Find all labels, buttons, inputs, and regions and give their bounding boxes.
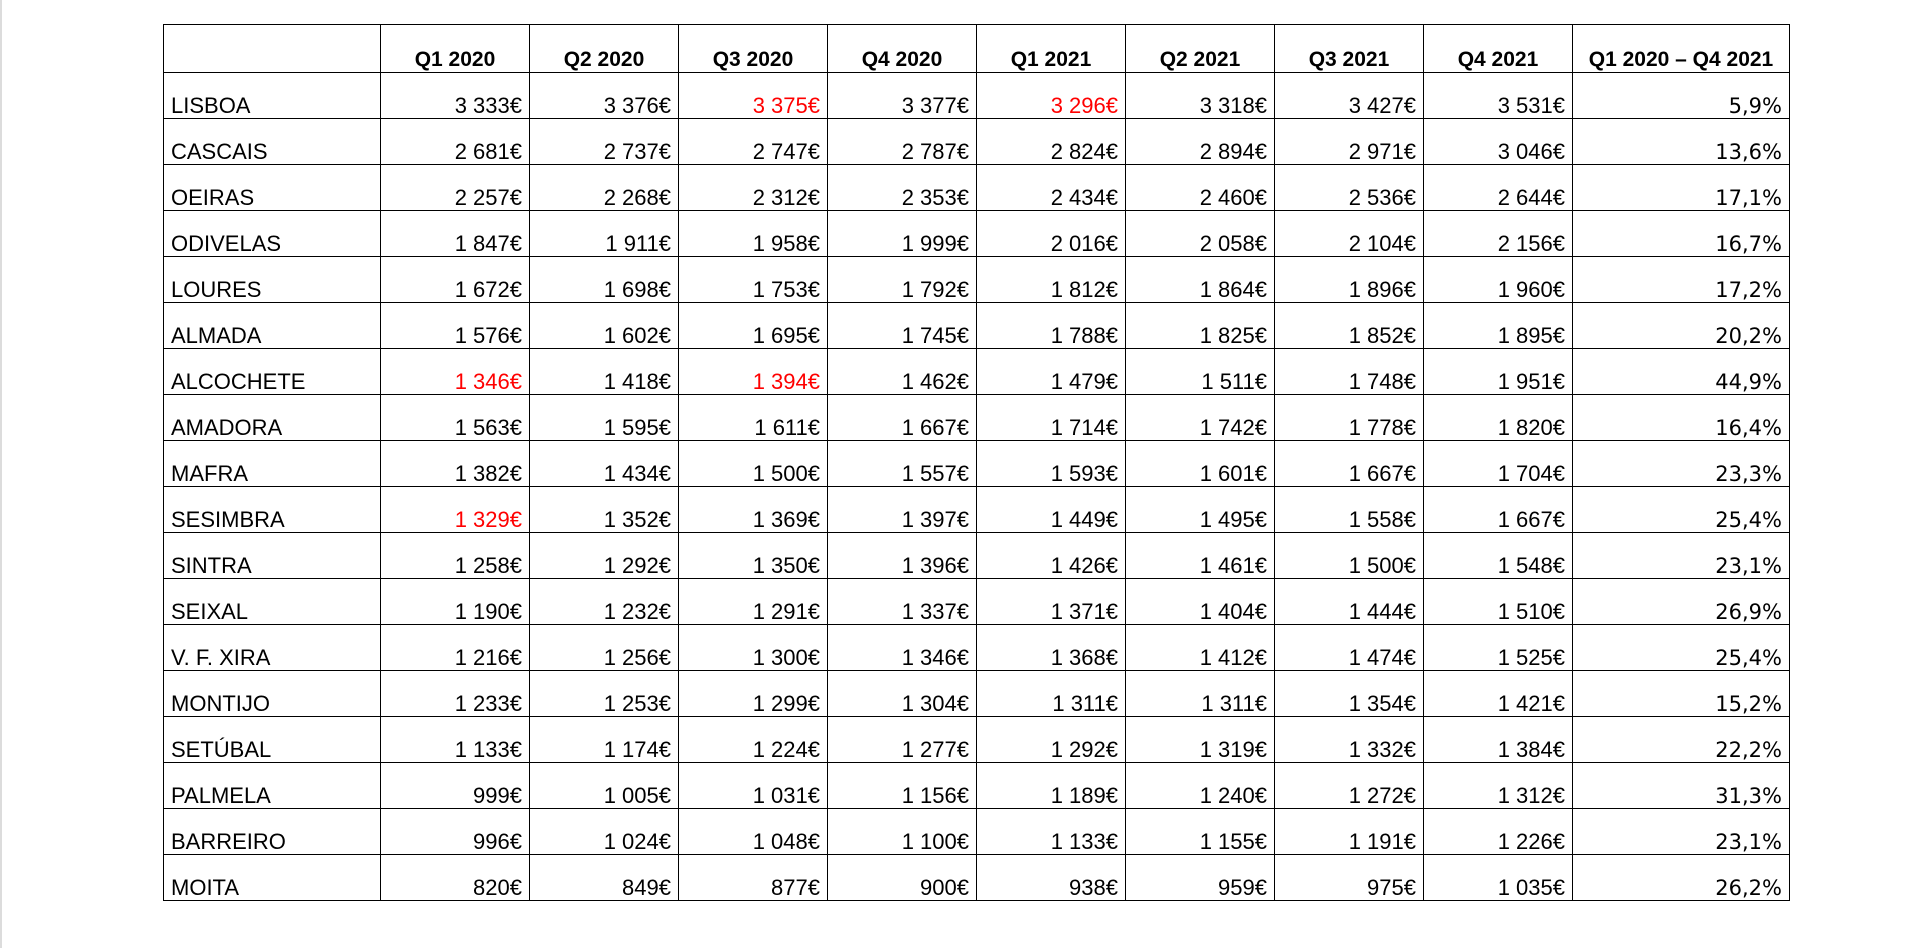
price-cell: 900€ — [828, 855, 977, 901]
price-cell: 2 353€ — [828, 165, 977, 211]
price-cell: 2 156€ — [1424, 211, 1573, 257]
price-cell: 975€ — [1275, 855, 1424, 901]
change-cell: 20,2% — [1573, 303, 1790, 349]
price-cell: 1 601€ — [1126, 441, 1275, 487]
table-row — [164, 763, 1790, 809]
price-cell: 3 296€ — [977, 73, 1126, 119]
price-cell: 1 226€ — [1424, 809, 1573, 855]
header-cell: Q3 2021 — [1275, 25, 1424, 73]
price-cell: 1 595€ — [530, 395, 679, 441]
municipality-name: LOURES — [164, 257, 381, 303]
price-cell: 1 847€ — [381, 211, 530, 257]
price-cell: 1 299€ — [679, 671, 828, 717]
price-cell: 3 531€ — [1424, 73, 1573, 119]
price-cell: 1 667€ — [828, 395, 977, 441]
header-cell: Q4 2021 — [1424, 25, 1573, 73]
price-cell: 1 611€ — [679, 395, 828, 441]
change-cell: 13,6% — [1573, 119, 1790, 165]
price-cell: 1 825€ — [1126, 303, 1275, 349]
price-cell: 1 462€ — [828, 349, 977, 395]
municipality-name: ALCOCHETE — [164, 349, 381, 395]
table-row — [164, 211, 1790, 257]
price-cell: 1 958€ — [679, 211, 828, 257]
price-cell: 1 156€ — [828, 763, 977, 809]
price-cell: 1 748€ — [1275, 349, 1424, 395]
price-cell: 1 350€ — [679, 533, 828, 579]
price-cell: 3 046€ — [1424, 119, 1573, 165]
price-cell: 1 667€ — [1275, 441, 1424, 487]
change-cell: 22,2% — [1573, 717, 1790, 763]
table-row — [164, 119, 1790, 165]
price-cell: 1 820€ — [1424, 395, 1573, 441]
price-cell: 1 233€ — [381, 671, 530, 717]
price-cell: 1 714€ — [977, 395, 1126, 441]
price-cell: 1 024€ — [530, 809, 679, 855]
price-cell: 2 536€ — [1275, 165, 1424, 211]
price-cell: 1 133€ — [381, 717, 530, 763]
price-cell: 2 737€ — [530, 119, 679, 165]
price-cell: 1 812€ — [977, 257, 1126, 303]
price-cell: 1 397€ — [828, 487, 977, 533]
price-cell: 1 190€ — [381, 579, 530, 625]
price-cell: 959€ — [1126, 855, 1275, 901]
price-cell: 1 174€ — [530, 717, 679, 763]
change-cell: 15,2% — [1573, 671, 1790, 717]
price-cell: 1 852€ — [1275, 303, 1424, 349]
price-cell: 3 333€ — [381, 73, 530, 119]
price-cell: 1 346€ — [828, 625, 977, 671]
change-cell: 26,9% — [1573, 579, 1790, 625]
price-cell: 3 318€ — [1126, 73, 1275, 119]
price-cell: 1 421€ — [1424, 671, 1573, 717]
price-cell: 1 292€ — [977, 717, 1126, 763]
price-cell: 2 681€ — [381, 119, 530, 165]
price-cell: 1 312€ — [1424, 763, 1573, 809]
price-cell: 1 576€ — [381, 303, 530, 349]
price-cell: 2 971€ — [1275, 119, 1424, 165]
price-cell: 1 404€ — [1126, 579, 1275, 625]
price-cell: 1 558€ — [1275, 487, 1424, 533]
price-cell: 1 593€ — [977, 441, 1126, 487]
price-cell: 1 788€ — [977, 303, 1126, 349]
table-row — [164, 441, 1790, 487]
price-cell: 1 352€ — [530, 487, 679, 533]
price-cell: 1 742€ — [1126, 395, 1275, 441]
change-cell: 5,9% — [1573, 73, 1790, 119]
price-cell: 2 257€ — [381, 165, 530, 211]
price-cell: 1 133€ — [977, 809, 1126, 855]
table-row — [164, 855, 1790, 901]
price-cell: 1 444€ — [1275, 579, 1424, 625]
price-table — [163, 24, 1790, 901]
municipality-name: SINTRA — [164, 533, 381, 579]
price-cell: 3 376€ — [530, 73, 679, 119]
price-cell: 2 644€ — [1424, 165, 1573, 211]
price-cell: 1 354€ — [1275, 671, 1424, 717]
header-cell: Q2 2020 — [530, 25, 679, 73]
municipality-name: AMADORA — [164, 395, 381, 441]
change-cell: 25,4% — [1573, 625, 1790, 671]
change-cell: 17,1% — [1573, 165, 1790, 211]
change-cell: 26,2% — [1573, 855, 1790, 901]
price-cell: 1 695€ — [679, 303, 828, 349]
price-cell: 1 557€ — [828, 441, 977, 487]
price-cell: 938€ — [977, 855, 1126, 901]
price-cell: 1 951€ — [1424, 349, 1573, 395]
price-cell: 1 291€ — [679, 579, 828, 625]
price-cell: 1 232€ — [530, 579, 679, 625]
table-row — [164, 165, 1790, 211]
price-cell: 1 394€ — [679, 349, 828, 395]
price-cell: 1 256€ — [530, 625, 679, 671]
price-cell: 999€ — [381, 763, 530, 809]
price-cell: 1 346€ — [381, 349, 530, 395]
price-cell: 1 896€ — [1275, 257, 1424, 303]
price-cell: 1 495€ — [1126, 487, 1275, 533]
price-cell: 3 427€ — [1275, 73, 1424, 119]
municipality-name: MOITA — [164, 855, 381, 901]
price-cell: 1 382€ — [381, 441, 530, 487]
price-cell: 1 005€ — [530, 763, 679, 809]
change-cell: 16,4% — [1573, 395, 1790, 441]
header-cell: Q4 2020 — [828, 25, 977, 73]
page-edge — [0, 0, 2, 948]
price-cell: 2 787€ — [828, 119, 977, 165]
price-cell: 2 058€ — [1126, 211, 1275, 257]
header-cell-corner — [164, 25, 381, 73]
price-cell: 1 461€ — [1126, 533, 1275, 579]
municipality-name: PALMELA — [164, 763, 381, 809]
table-row — [164, 717, 1790, 763]
price-cell: 1 272€ — [1275, 763, 1424, 809]
change-cell: 17,2% — [1573, 257, 1790, 303]
price-cell: 1 311€ — [1126, 671, 1275, 717]
price-cell: 1 304€ — [828, 671, 977, 717]
table-row — [164, 257, 1790, 303]
table-body — [164, 73, 1790, 901]
price-cell: 1 319€ — [1126, 717, 1275, 763]
price-cell: 1 911€ — [530, 211, 679, 257]
price-cell: 1 999€ — [828, 211, 977, 257]
price-cell: 1 778€ — [1275, 395, 1424, 441]
price-cell: 849€ — [530, 855, 679, 901]
municipality-name: BARREIRO — [164, 809, 381, 855]
change-cell: 23,3% — [1573, 441, 1790, 487]
price-cell: 2 894€ — [1126, 119, 1275, 165]
price-cell: 1 292€ — [530, 533, 679, 579]
price-cell: 1 563€ — [381, 395, 530, 441]
municipality-name: LISBOA — [164, 73, 381, 119]
price-cell: 1 384€ — [1424, 717, 1573, 763]
change-cell: 25,4% — [1573, 487, 1790, 533]
price-cell: 996€ — [381, 809, 530, 855]
price-cell: 1 418€ — [530, 349, 679, 395]
price-cell: 1 253€ — [530, 671, 679, 717]
price-cell: 1 031€ — [679, 763, 828, 809]
price-cell: 1 035€ — [1424, 855, 1573, 901]
table-row — [164, 487, 1790, 533]
header-cell: Q1 2020 — [381, 25, 530, 73]
price-cell: 1 434€ — [530, 441, 679, 487]
price-cell: 1 371€ — [977, 579, 1126, 625]
price-cell: 1 548€ — [1424, 533, 1573, 579]
price-cell: 1 960€ — [1424, 257, 1573, 303]
price-cell: 1 500€ — [1275, 533, 1424, 579]
price-cell: 1 510€ — [1424, 579, 1573, 625]
price-cell: 1 329€ — [381, 487, 530, 533]
municipality-name: V. F. XIRA — [164, 625, 381, 671]
price-cell: 1 277€ — [828, 717, 977, 763]
table-row — [164, 303, 1790, 349]
price-cell: 1 396€ — [828, 533, 977, 579]
price-cell: 1 191€ — [1275, 809, 1424, 855]
municipality-name: SETÚBAL — [164, 717, 381, 763]
price-cell: 1 753€ — [679, 257, 828, 303]
price-cell: 2 312€ — [679, 165, 828, 211]
price-cell: 2 016€ — [977, 211, 1126, 257]
price-cell: 1 792€ — [828, 257, 977, 303]
price-cell: 1 155€ — [1126, 809, 1275, 855]
price-cell: 1 511€ — [1126, 349, 1275, 395]
municipality-name: MAFRA — [164, 441, 381, 487]
price-cell: 2 268€ — [530, 165, 679, 211]
municipality-name: ALMADA — [164, 303, 381, 349]
price-cell: 2 104€ — [1275, 211, 1424, 257]
price-cell: 1 895€ — [1424, 303, 1573, 349]
header-row — [164, 25, 1790, 73]
municipality-name: CASCAIS — [164, 119, 381, 165]
price-cell: 1 369€ — [679, 487, 828, 533]
price-cell: 2 460€ — [1126, 165, 1275, 211]
table-row — [164, 349, 1790, 395]
change-cell: 16,7% — [1573, 211, 1790, 257]
price-cell: 1 864€ — [1126, 257, 1275, 303]
header-cell: Q1 2020 – Q4 2021 — [1573, 25, 1790, 73]
price-cell: 1 525€ — [1424, 625, 1573, 671]
municipality-name: ODIVELAS — [164, 211, 381, 257]
price-cell: 1 100€ — [828, 809, 977, 855]
table-header — [164, 25, 1790, 73]
municipality-name: SEIXAL — [164, 579, 381, 625]
price-cell: 2 747€ — [679, 119, 828, 165]
price-cell: 1 337€ — [828, 579, 977, 625]
price-cell: 1 672€ — [381, 257, 530, 303]
table-row — [164, 809, 1790, 855]
price-cell: 877€ — [679, 855, 828, 901]
price-cell: 1 449€ — [977, 487, 1126, 533]
price-cell: 1 426€ — [977, 533, 1126, 579]
price-cell: 1 479€ — [977, 349, 1126, 395]
header-cell: Q1 2021 — [977, 25, 1126, 73]
price-cell: 1 704€ — [1424, 441, 1573, 487]
municipality-name: MONTIJO — [164, 671, 381, 717]
change-cell: 23,1% — [1573, 809, 1790, 855]
price-cell: 1 602€ — [530, 303, 679, 349]
price-cell: 1 332€ — [1275, 717, 1424, 763]
table-row — [164, 73, 1790, 119]
header-cell: Q2 2021 — [1126, 25, 1275, 73]
price-cell: 1 474€ — [1275, 625, 1424, 671]
table-row — [164, 579, 1790, 625]
header-cell: Q3 2020 — [679, 25, 828, 73]
price-cell: 1 258€ — [381, 533, 530, 579]
price-cell: 1 216€ — [381, 625, 530, 671]
change-cell: 31,3% — [1573, 763, 1790, 809]
price-cell: 2 824€ — [977, 119, 1126, 165]
price-cell: 1 240€ — [1126, 763, 1275, 809]
change-cell: 23,1% — [1573, 533, 1790, 579]
price-cell: 1 368€ — [977, 625, 1126, 671]
price-cell: 1 048€ — [679, 809, 828, 855]
price-cell: 1 300€ — [679, 625, 828, 671]
price-cell: 1 500€ — [679, 441, 828, 487]
table-row — [164, 533, 1790, 579]
change-cell: 44,9% — [1573, 349, 1790, 395]
price-cell: 1 698€ — [530, 257, 679, 303]
municipality-name: OEIRAS — [164, 165, 381, 211]
price-cell: 1 745€ — [828, 303, 977, 349]
price-cell: 3 375€ — [679, 73, 828, 119]
price-cell: 1 311€ — [977, 671, 1126, 717]
price-cell: 3 377€ — [828, 73, 977, 119]
table-row — [164, 395, 1790, 441]
municipality-name: SESIMBRA — [164, 487, 381, 533]
price-cell: 820€ — [381, 855, 530, 901]
price-cell: 1 667€ — [1424, 487, 1573, 533]
price-cell: 1 189€ — [977, 763, 1126, 809]
table-row — [164, 625, 1790, 671]
price-cell: 2 434€ — [977, 165, 1126, 211]
table-row — [164, 671, 1790, 717]
price-cell: 1 412€ — [1126, 625, 1275, 671]
price-cell: 1 224€ — [679, 717, 828, 763]
